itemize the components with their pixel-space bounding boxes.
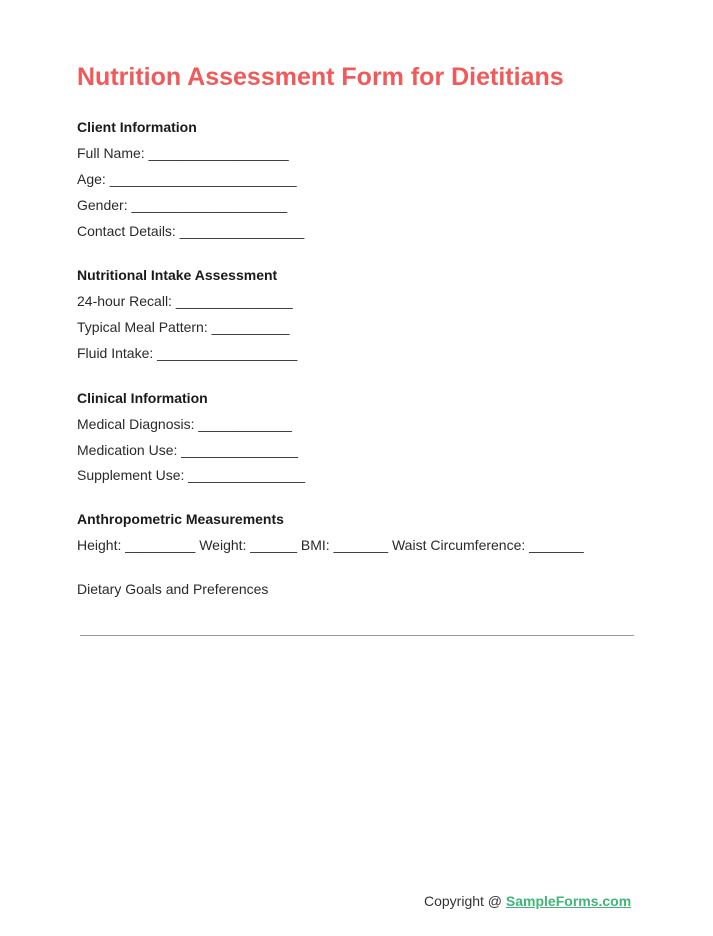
copyright-footer [424, 892, 631, 910]
field-fluid-intake: Fluid Intake: __________________ [77, 345, 298, 361]
page-title: Nutrition Assessment Form for Dietitians [77, 63, 564, 91]
sampleforms-link[interactable]: SampleForms.com [505, 893, 632, 909]
field-dietary-goals-label: Dietary Goals and Preferences [77, 581, 269, 597]
field-medication-use: Medication Use: _______________ [77, 442, 299, 458]
dietary-goals-answer-line [80, 635, 634, 636]
copyright-prefix: Copyright @ [424, 893, 506, 909]
field-full-name: Full Name: __________________ [77, 145, 289, 161]
field-age: Age: ________________________ [77, 171, 297, 187]
field-contact-details: Contact Details: ________________ [77, 223, 305, 239]
section-heading-client-information: Client Information [77, 119, 197, 135]
section-heading-clinical-information: Clinical Information [77, 390, 208, 406]
section-heading-anthropometric: Anthropometric Measurements [77, 511, 284, 527]
field-typical-meal-pattern: Typical Meal Pattern: __________ [77, 319, 290, 335]
section-heading-nutritional-intake: Nutritional Intake Assessment [77, 267, 278, 283]
field-medical-diagnosis: Medical Diagnosis: ____________ [77, 416, 292, 432]
field-supplement-use: Supplement Use: _______________ [77, 467, 306, 483]
field-24-hour-recall: 24-hour Recall: _______________ [77, 293, 293, 309]
field-anthropometric-line: Height: _________ Weight: ______ BMI: _______ Waist Circumference: _______ [77, 537, 584, 553]
field-gender: Gender: ____________________ [77, 197, 288, 213]
